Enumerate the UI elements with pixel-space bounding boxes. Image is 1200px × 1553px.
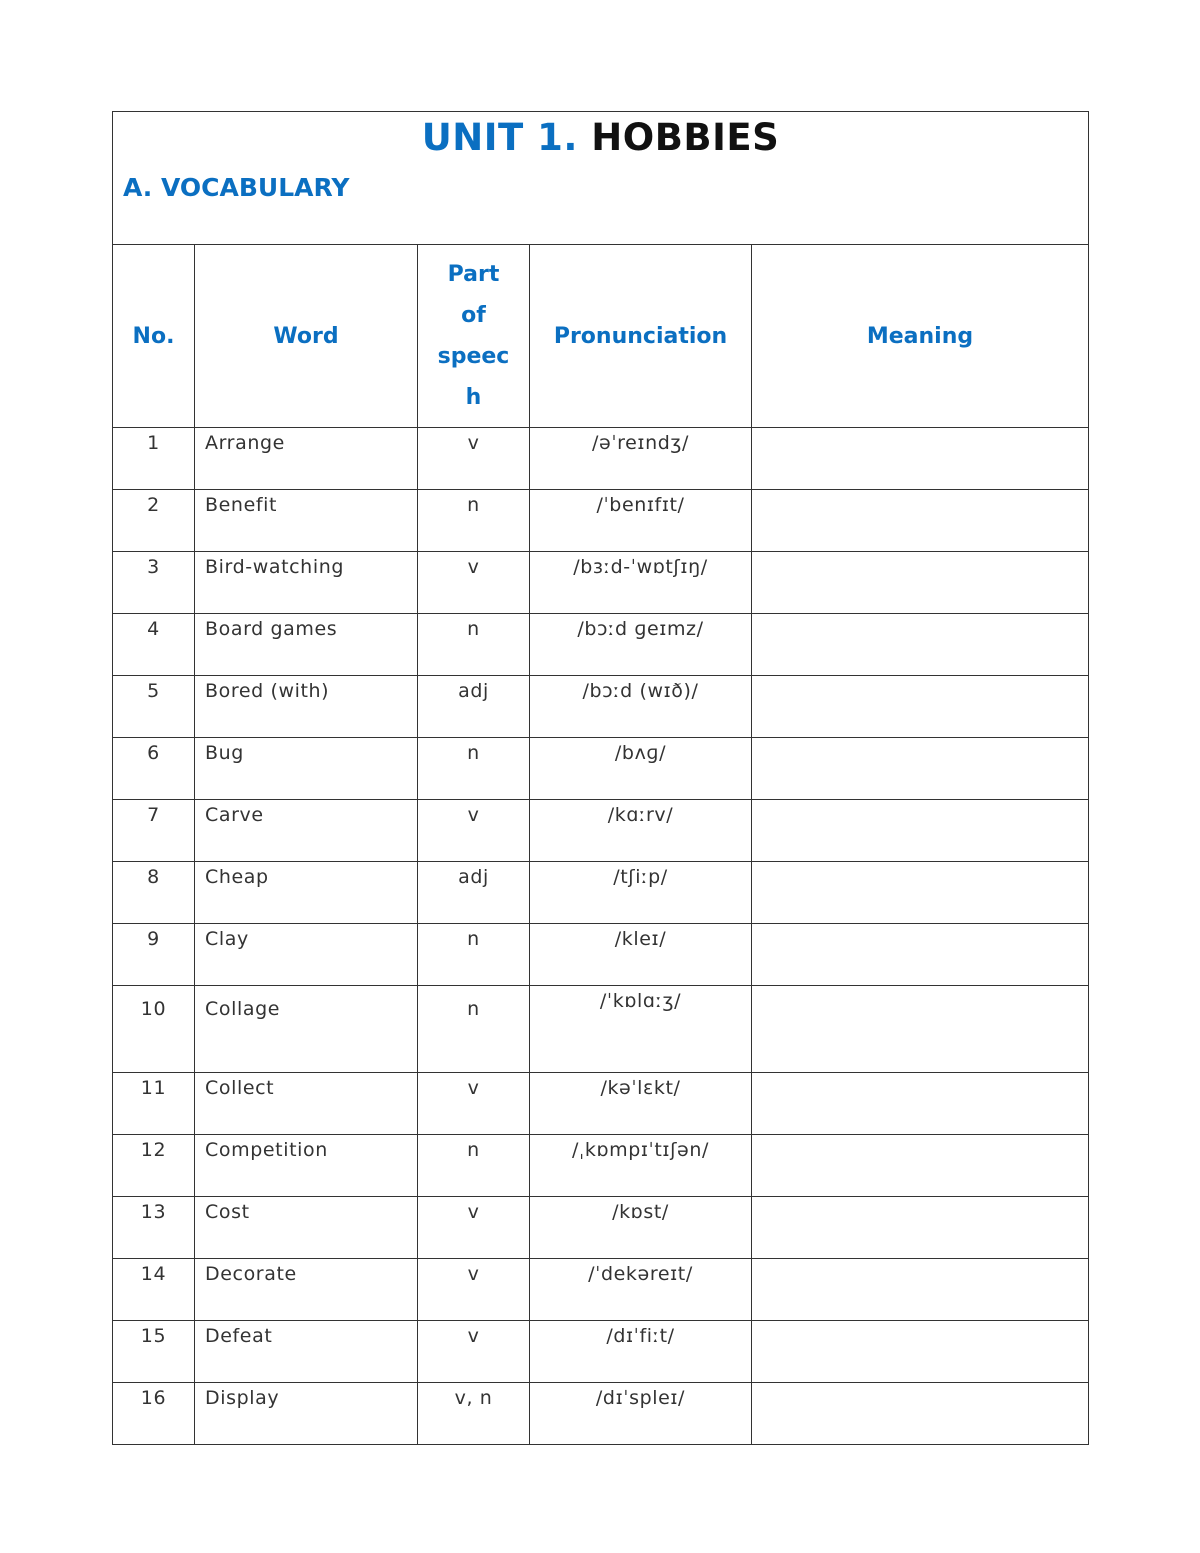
- column-header-pronunciation: Pronunciation: [530, 245, 752, 428]
- row-part-of-speech: adj: [418, 676, 530, 738]
- row-meaning: [752, 800, 1089, 862]
- row-pronunciation: /ˌkɒmpɪˈtɪʃən/: [530, 1135, 752, 1197]
- table-row: [113, 924, 1089, 986]
- row-meaning: [752, 862, 1089, 924]
- table-row: [113, 428, 1089, 490]
- row-part-of-speech: n: [418, 614, 530, 676]
- row-meaning: [752, 924, 1089, 986]
- row-number: 4: [113, 614, 195, 676]
- row-meaning: [752, 614, 1089, 676]
- row-number: 14: [113, 1259, 195, 1321]
- row-meaning: [752, 1321, 1089, 1383]
- row-meaning: [752, 1197, 1089, 1259]
- row-number: 10: [113, 986, 195, 1073]
- row-number: 2: [113, 490, 195, 552]
- table-row: [113, 614, 1089, 676]
- row-number: 3: [113, 552, 195, 614]
- row-word: Cheap: [195, 862, 418, 924]
- row-part-of-speech: n: [418, 924, 530, 986]
- table-row: [113, 1259, 1089, 1321]
- row-part-of-speech: v, n: [418, 1383, 530, 1445]
- row-word: Collect: [195, 1073, 418, 1135]
- page-title: [113, 116, 1088, 159]
- row-pronunciation: /ˈbenɪfɪt/: [530, 490, 752, 552]
- table-row: [113, 862, 1089, 924]
- row-part-of-speech: n: [418, 986, 530, 1073]
- table-row: [113, 738, 1089, 800]
- row-pronunciation: /əˈreɪndʒ/: [530, 428, 752, 490]
- row-pronunciation: /kɑːrv/: [530, 800, 752, 862]
- table-row: [113, 1073, 1089, 1135]
- row-part-of-speech: n: [418, 490, 530, 552]
- row-pronunciation: /dɪˈspleɪ/: [530, 1383, 752, 1445]
- row-word: Carve: [195, 800, 418, 862]
- row-part-of-speech: n: [418, 738, 530, 800]
- title-block: [113, 112, 1089, 245]
- row-meaning: [752, 490, 1089, 552]
- row-part-of-speech: v: [418, 428, 530, 490]
- row-number: 9: [113, 924, 195, 986]
- row-meaning: [752, 1259, 1089, 1321]
- vocabulary-table: [112, 111, 1089, 1445]
- row-number: 13: [113, 1197, 195, 1259]
- row-pronunciation: /ˈkɒlɑːʒ/: [530, 986, 752, 1073]
- table-row: [113, 1197, 1089, 1259]
- row-pronunciation: /ˈdekəreɪt/: [530, 1259, 752, 1321]
- column-header-no: No.: [113, 245, 195, 428]
- row-number: 16: [113, 1383, 195, 1445]
- row-number: 1: [113, 428, 195, 490]
- row-number: 5: [113, 676, 195, 738]
- row-pronunciation: /tʃiːp/: [530, 862, 752, 924]
- column-header-word: Word: [195, 245, 418, 428]
- row-pronunciation: /dɪˈfiːt/: [530, 1321, 752, 1383]
- table-row: [113, 552, 1089, 614]
- row-pronunciation: /bɔːd ɡeɪmz/: [530, 614, 752, 676]
- row-pronunciation: /kəˈlɛkt/: [530, 1073, 752, 1135]
- unit-label: UNIT 1.: [421, 116, 578, 159]
- row-number: 15: [113, 1321, 195, 1383]
- row-word: Collage: [195, 986, 418, 1073]
- column-header-part-of-speech: [418, 245, 530, 428]
- row-word: Bored (with): [195, 676, 418, 738]
- row-part-of-speech: adj: [418, 862, 530, 924]
- row-number: 11: [113, 1073, 195, 1135]
- row-meaning: [752, 1073, 1089, 1135]
- pos-header-line: h: [465, 385, 482, 410]
- column-header-meaning: Meaning: [752, 245, 1089, 428]
- row-word: Defeat: [195, 1321, 418, 1383]
- row-word: Bug: [195, 738, 418, 800]
- table-row: [113, 490, 1089, 552]
- row-word: Arrange: [195, 428, 418, 490]
- row-word: Benefit: [195, 490, 418, 552]
- row-meaning: [752, 1135, 1089, 1197]
- unit-name: HOBBIES: [591, 116, 780, 159]
- row-pronunciation: /bʌɡ/: [530, 738, 752, 800]
- row-number: 12: [113, 1135, 195, 1197]
- row-part-of-speech: v: [418, 552, 530, 614]
- table-row: [113, 676, 1089, 738]
- table-row: [113, 1321, 1089, 1383]
- row-pronunciation: /kɒst/: [530, 1197, 752, 1259]
- row-pronunciation: /bɜːd-ˈwɒtʃɪŋ/: [530, 552, 752, 614]
- table-row: [113, 1135, 1089, 1197]
- row-word: Board games: [195, 614, 418, 676]
- row-meaning: [752, 552, 1089, 614]
- row-part-of-speech: v: [418, 1073, 530, 1135]
- row-number: 6: [113, 738, 195, 800]
- row-meaning: [752, 1383, 1089, 1445]
- row-word: Bird-watching: [195, 552, 418, 614]
- table-header-row: [113, 245, 1089, 428]
- row-meaning: [752, 986, 1089, 1073]
- row-word: Decorate: [195, 1259, 418, 1321]
- table-row: [113, 800, 1089, 862]
- row-word: Cost: [195, 1197, 418, 1259]
- row-part-of-speech: v: [418, 800, 530, 862]
- pos-header-line: Part: [447, 262, 500, 287]
- row-meaning: [752, 676, 1089, 738]
- row-pronunciation: /bɔːd (wɪð)/: [530, 676, 752, 738]
- row-number: 8: [113, 862, 195, 924]
- pos-header-line: speec: [437, 344, 510, 369]
- table-row: [113, 1383, 1089, 1445]
- row-part-of-speech: n: [418, 1135, 530, 1197]
- pos-header-line: of: [461, 303, 486, 328]
- row-pronunciation: /kleɪ/: [530, 924, 752, 986]
- row-meaning: [752, 738, 1089, 800]
- row-meaning: [752, 428, 1089, 490]
- row-word: Clay: [195, 924, 418, 986]
- row-word: Competition: [195, 1135, 418, 1197]
- row-part-of-speech: v: [418, 1259, 530, 1321]
- row-number: 7: [113, 800, 195, 862]
- row-part-of-speech: v: [418, 1197, 530, 1259]
- row-part-of-speech: v: [418, 1321, 530, 1383]
- section-title: A. VOCABULARY: [123, 173, 350, 202]
- table-row: [113, 986, 1089, 1073]
- row-word: Display: [195, 1383, 418, 1445]
